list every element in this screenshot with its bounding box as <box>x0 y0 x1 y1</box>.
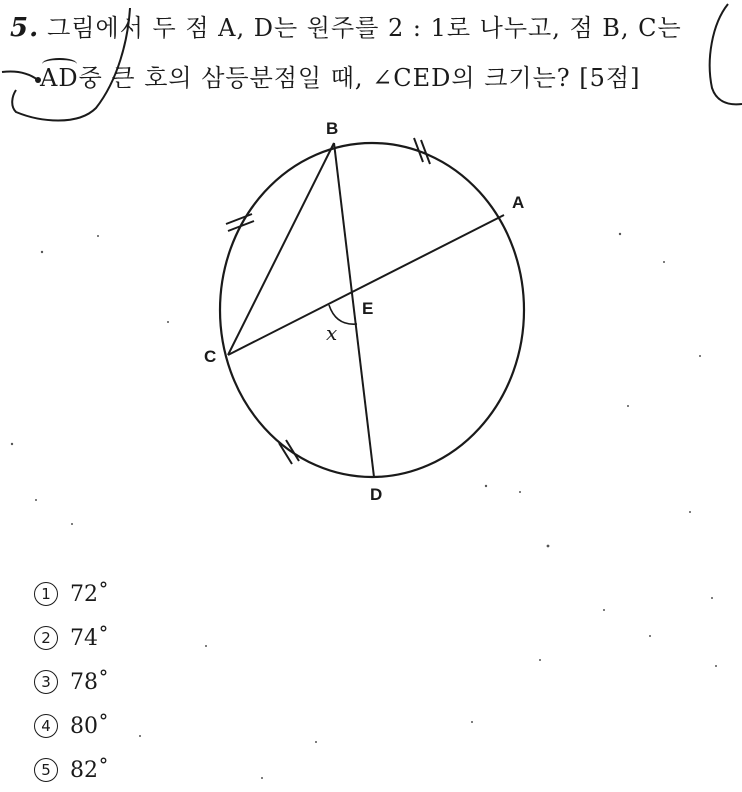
point-label-e: E <box>362 299 374 318</box>
choice-5[interactable] <box>34 748 109 792</box>
choice-number: 1 <box>34 582 58 606</box>
choice-number: 2 <box>34 626 58 650</box>
choice-text: 82˚ <box>70 757 109 783</box>
angle-label-x: x <box>326 321 338 345</box>
chord-ca <box>228 215 504 355</box>
choice-text: 74˚ <box>70 625 109 651</box>
choice-text: 72˚ <box>70 581 109 607</box>
choice-number: 5 <box>34 758 58 782</box>
answer-choices <box>34 572 109 792</box>
choice-3[interactable] <box>34 660 109 704</box>
point-label-c: C <box>204 347 217 366</box>
choice-4[interactable] <box>34 704 109 748</box>
question-text-2: 중 큰 호의 삼등분점일 때, ∠CED의 크기는? [5점] <box>78 64 641 92</box>
arc-ad-label: AD <box>40 64 79 92</box>
choice-number: 3 <box>34 670 58 694</box>
point-label-a: A <box>512 193 525 212</box>
choice-text: 80˚ <box>70 713 109 739</box>
question-number: 5. <box>10 13 40 43</box>
choice-2[interactable] <box>34 616 109 660</box>
point-label-b: B <box>326 119 339 138</box>
choice-1[interactable] <box>34 572 109 616</box>
choice-number: 4 <box>34 714 58 738</box>
point-label-d: D <box>370 485 383 504</box>
question-text-1: 그림에서 두 점 A, D는 원주를 2 : 1로 나누고, 점 B, C는 <box>47 14 682 42</box>
choice-text: 78˚ <box>70 669 109 695</box>
